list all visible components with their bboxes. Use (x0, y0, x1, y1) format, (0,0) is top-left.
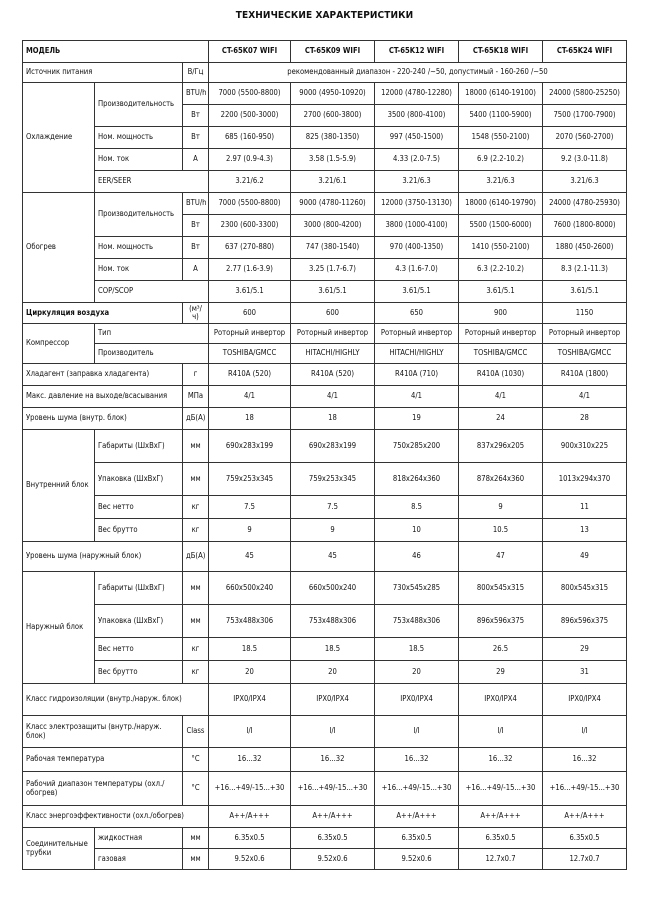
value-cell: 650 (375, 303, 459, 324)
unit-cell: В/Гц (183, 63, 209, 83)
work-range-row (23, 772, 627, 806)
outdoor-dims-row (23, 572, 627, 605)
value-cell: 3.61/5.1 (375, 281, 459, 303)
outdoor-gross-row (23, 661, 627, 684)
value-cell: 12000 (4780-12280) (375, 83, 459, 105)
value-cell: A++/A+++ (459, 806, 543, 828)
value-cell: +16...+49/-15...+30 (291, 772, 375, 806)
value-cell: 16...32 (209, 748, 291, 772)
row-label: Класс гидроизоляции (внутр./наруж. блок) (23, 684, 209, 716)
sub-label: Вес брутто (95, 519, 183, 542)
value-cell: 18.5 (291, 638, 375, 661)
value-cell: 45 (209, 542, 291, 572)
value-cell: +16...+49/-15...+30 (375, 772, 459, 806)
cooling-current-row (23, 149, 627, 171)
value-cell: 9.52x0.6 (375, 849, 459, 870)
sub-label: Тип (95, 324, 209, 344)
value-cell: 690x283x199 (209, 430, 291, 463)
value-cell: 28 (543, 408, 627, 430)
group-label: Внутренний блок (23, 430, 95, 542)
value-cell: 1150 (543, 303, 627, 324)
value-cell: 3800 (1000-4100) (375, 215, 459, 237)
value-cell: 2.77 (1.6-3.9) (209, 259, 291, 281)
value-cell: 896x596x375 (543, 605, 627, 638)
value-cell: 12.7x0.7 (459, 849, 543, 870)
value-cell: 818x264x360 (375, 463, 459, 496)
row-label: Циркуляция воздуха (23, 303, 183, 324)
group-label: Обогрев (23, 193, 95, 303)
value-cell: 753x488x306 (209, 605, 291, 638)
value-cell: 5500 (1500-6000) (459, 215, 543, 237)
row-label: Хладагент (заправка хладагента) (23, 364, 183, 386)
value-cell: 1548 (550-2100) (459, 127, 543, 149)
value-cell: 7500 (1700-7900) (543, 105, 627, 127)
compressor-maker-row (23, 344, 627, 364)
value-cell: 20 (209, 661, 291, 684)
value-cell: 800x545x315 (543, 572, 627, 605)
value-cell: 896x596x375 (459, 605, 543, 638)
value-cell: 997 (450-1500) (375, 127, 459, 149)
value-cell: IPX0/IPX4 (375, 684, 459, 716)
sub-label: Производительность (95, 83, 183, 127)
value-cell: Роторный инвертор (459, 324, 543, 344)
value-cell: 3000 (800-4200) (291, 215, 375, 237)
sub-label: Упаковка (ШхВхГ) (95, 605, 183, 638)
value-cell: 800x545x315 (459, 572, 543, 605)
value-cell: 2070 (560-2700) (543, 127, 627, 149)
value-cell: 637 (270-880) (209, 237, 291, 259)
value-cell: HITACHI/HIGHLY (375, 344, 459, 364)
value-cell: 3.61/5.1 (543, 281, 627, 303)
value-cell: Роторный инвертор (209, 324, 291, 344)
unit-cell: кг (183, 519, 209, 542)
value-cell: R410A (1800) (543, 364, 627, 386)
unit-cell: °C (183, 772, 209, 806)
value-cell: I/I (209, 716, 291, 748)
value-cell: 16...32 (291, 748, 375, 772)
value-cell: IPX0/IPX4 (291, 684, 375, 716)
value-cell: R410A (1030) (459, 364, 543, 386)
row-label: Уровень шума (наружный блок) (23, 542, 183, 572)
model-name: CT-65K07 WIFI (209, 41, 291, 63)
value-cell: 18.5 (209, 638, 291, 661)
value-cell: 47 (459, 542, 543, 572)
unit-cell: мм (183, 849, 209, 870)
sub-label: Габариты (ШхВхГ) (95, 572, 183, 605)
group-label: Компрессор (23, 324, 95, 364)
value-cell: 18000 (6140-19100) (459, 83, 543, 105)
value-cell: 18 (291, 408, 375, 430)
value-cell: 29 (543, 638, 627, 661)
value-cell: 747 (380-1540) (291, 237, 375, 259)
unit-cell: Вт (183, 215, 209, 237)
sub-label: Габариты (ШхВхГ) (95, 430, 183, 463)
value-cell: 9.2 (3.0-11.8) (543, 149, 627, 171)
sub-label: Ном. ток (95, 149, 183, 171)
row-label: Уровень шума (внутр. блок) (23, 408, 183, 430)
unit-cell: дБ(А) (183, 408, 209, 430)
value-cell: 2700 (600-3800) (291, 105, 375, 127)
value-cell: 18 (209, 408, 291, 430)
value-cell: 4.33 (2.0-7.5) (375, 149, 459, 171)
value-cell: 6.35x0.5 (375, 828, 459, 849)
value-cell: 6.35x0.5 (543, 828, 627, 849)
power-row (23, 63, 627, 83)
noise-outdoor-row (23, 542, 627, 572)
cooling-btu-row (23, 83, 627, 105)
value-cell: 3.61/5.1 (209, 281, 291, 303)
value-cell: 3.61/5.1 (459, 281, 543, 303)
value-cell: R410A (520) (291, 364, 375, 386)
unit-cell: мм (183, 430, 209, 463)
value-cell: 6.35x0.5 (291, 828, 375, 849)
heating-cop-row (23, 281, 627, 303)
value-cell: 9000 (4780-11260) (291, 193, 375, 215)
value-cell: 4/1 (209, 386, 291, 408)
value-cell: 600 (291, 303, 375, 324)
unit-cell: кг (183, 496, 209, 519)
unit-cell: A (183, 149, 209, 171)
value-cell: TOSHIBA/GMCC (543, 344, 627, 364)
sub-label: Вес нетто (95, 496, 183, 519)
value-cell: 3.58 (1.5-5.9) (291, 149, 375, 171)
value-cell: 20 (291, 661, 375, 684)
value-cell: 600 (209, 303, 291, 324)
value-cell: 878x264x360 (459, 463, 543, 496)
value-cell: 8.5 (375, 496, 459, 519)
cooling-power-row (23, 127, 627, 149)
value-cell: +16...+49/-15...+30 (459, 772, 543, 806)
value-cell: 690x283x199 (291, 430, 375, 463)
value-cell: 753x488x306 (375, 605, 459, 638)
value-cell: 6.35x0.5 (209, 828, 291, 849)
unit-cell: Вт (183, 105, 209, 127)
value-cell: +16...+49/-15...+30 (543, 772, 627, 806)
value-cell: 29 (459, 661, 543, 684)
value-cell: R410A (520) (209, 364, 291, 386)
value-cell: 660x500x240 (291, 572, 375, 605)
value-cell: 759x253x345 (209, 463, 291, 496)
value-cell: IPX0/IPX4 (209, 684, 291, 716)
row-label: Источник питания (23, 63, 183, 83)
value-cell: 753x488x306 (291, 605, 375, 638)
value-cell: 9 (209, 519, 291, 542)
value-cell: Роторный инвертор (375, 324, 459, 344)
unit-cell: Class (183, 716, 209, 748)
heating-btu-row (23, 193, 627, 215)
value-cell: 12000 (3750-13130) (375, 193, 459, 215)
energy-class-row (23, 806, 627, 828)
value-cell: 7000 (5500-8800) (209, 83, 291, 105)
value-cell: 7.5 (209, 496, 291, 519)
elec-class-row (23, 716, 627, 748)
value-cell: A++/A+++ (375, 806, 459, 828)
value-cell: 900x310x225 (543, 430, 627, 463)
value-cell: 16...32 (375, 748, 459, 772)
value-cell: I/I (459, 716, 543, 748)
work-temp-row (23, 748, 627, 772)
unit-cell: г (183, 364, 209, 386)
unit-cell: мм (183, 828, 209, 849)
unit-cell: °C (183, 748, 209, 772)
value-cell: 10 (375, 519, 459, 542)
sub-label: жидкостная (95, 828, 183, 849)
value-cell: 46 (375, 542, 459, 572)
value-cell: 1013x294x370 (543, 463, 627, 496)
pipes-liquid-row (23, 828, 627, 849)
header-row (23, 41, 627, 63)
value-cell: 9.52x0.6 (209, 849, 291, 870)
model-name: CT-65K24 WIFI (543, 41, 627, 63)
unit-cell: (м³/ч) (183, 303, 209, 324)
value-cell: 3.25 (1.7-6.7) (291, 259, 375, 281)
sub-label: EER/SEER (95, 171, 209, 193)
unit-cell: мм (183, 605, 209, 638)
value-cell: 3.21/6.3 (543, 171, 627, 193)
value-cell: 5400 (1100-5900) (459, 105, 543, 127)
sub-label: Вес нетто (95, 638, 183, 661)
noise-indoor-row (23, 408, 627, 430)
page-title: ТЕХНИЧЕСКИЕ ХАРАКТЕРИСТИКИ (235, 10, 414, 21)
value-cell: 6.3 (2.2-10.2) (459, 259, 543, 281)
value-cell: HITACHI/HIGHLY (291, 344, 375, 364)
value-cell: 7.5 (291, 496, 375, 519)
indoor-gross-row (23, 519, 627, 542)
sub-label: Ном. мощность (95, 127, 183, 149)
value-cell: 2200 (500-3000) (209, 105, 291, 127)
value-cell: I/I (543, 716, 627, 748)
value-cell: 1410 (550-2100) (459, 237, 543, 259)
value-cell: 730x545x285 (375, 572, 459, 605)
value-cell: A++/A+++ (291, 806, 375, 828)
value-cell: 16...32 (543, 748, 627, 772)
value-cell: TOSHIBA/GMCC (459, 344, 543, 364)
value-cell: 20 (375, 661, 459, 684)
value-cell: 4/1 (543, 386, 627, 408)
row-label: Класс электрозащиты (внутр./наруж. блок) (23, 716, 183, 748)
unit-cell: мм (183, 572, 209, 605)
indoor-dims-row (23, 430, 627, 463)
unit-cell: A (183, 259, 209, 281)
power-value: рекомендованный диапазон - 220-240 /~50, допустимый - 160-260 /~50 (209, 63, 627, 83)
value-cell: 13 (543, 519, 627, 542)
row-label: Макс. давление на выходе/всасывания (23, 386, 183, 408)
value-cell: 4/1 (459, 386, 543, 408)
value-cell: 9 (291, 519, 375, 542)
value-cell: 16...32 (459, 748, 543, 772)
value-cell: IPX0/IPX4 (543, 684, 627, 716)
unit-cell: дБ(А) (183, 542, 209, 572)
heating-power-row (23, 237, 627, 259)
value-cell: 825 (380-1350) (291, 127, 375, 149)
airflow-row (23, 303, 627, 324)
pipes-gas-row (23, 849, 627, 870)
cooling-eer-row (23, 171, 627, 193)
value-cell: 4/1 (375, 386, 459, 408)
spec-table (22, 40, 627, 870)
value-cell: 6.35x0.5 (459, 828, 543, 849)
value-cell: 4/1 (291, 386, 375, 408)
value-cell: 750x285x200 (375, 430, 459, 463)
value-cell: 9000 (4950-10920) (291, 83, 375, 105)
unit-cell: Вт (183, 237, 209, 259)
row-label: Класс энергоэффективности (охл./обогрев) (23, 806, 209, 828)
value-cell: 49 (543, 542, 627, 572)
value-cell: 7600 (1800-8000) (543, 215, 627, 237)
value-cell: 11 (543, 496, 627, 519)
value-cell: 2300 (600-3300) (209, 215, 291, 237)
value-cell: Роторный инвертор (291, 324, 375, 344)
value-cell: 6.9 (2.2-10.2) (459, 149, 543, 171)
refrigerant-row (23, 364, 627, 386)
value-cell: 3.61/5.1 (291, 281, 375, 303)
heating-current-row (23, 259, 627, 281)
outdoor-net-row (23, 638, 627, 661)
value-cell: 24 (459, 408, 543, 430)
value-cell: 26.5 (459, 638, 543, 661)
unit-cell: кг (183, 638, 209, 661)
value-cell: 8.3 (2.1-11.3) (543, 259, 627, 281)
unit-cell: BTU/h (183, 193, 209, 215)
sub-label: Ном. мощность (95, 237, 183, 259)
value-cell: 837x296x205 (459, 430, 543, 463)
value-cell: 3.21/6.2 (209, 171, 291, 193)
value-cell: 3.21/6.1 (291, 171, 375, 193)
model-name: CT-65K09 WIFI (291, 41, 375, 63)
value-cell: 2.97 (0.9-4.3) (209, 149, 291, 171)
value-cell: 10.5 (459, 519, 543, 542)
unit-cell: BTU/h (183, 83, 209, 105)
model-name: CT-65K18 WIFI (459, 41, 543, 63)
value-cell: 660x500x240 (209, 572, 291, 605)
value-cell: 4.3 (1.6-7.0) (375, 259, 459, 281)
indoor-pack-row (23, 463, 627, 496)
pressure-row (23, 386, 627, 408)
value-cell: IPX0/IPX4 (459, 684, 543, 716)
value-cell: 19 (375, 408, 459, 430)
sub-label: Вес брутто (95, 661, 183, 684)
group-label: Соединительные трубки (23, 828, 95, 870)
value-cell: 970 (400-1350) (375, 237, 459, 259)
value-cell: 1880 (450-2600) (543, 237, 627, 259)
sub-label: Производительность (95, 193, 183, 237)
sub-label: Ном. ток (95, 259, 183, 281)
value-cell: +16...+49/-15...+30 (209, 772, 291, 806)
row-label: Рабочий диапазон температуры (охл./обогрев) (23, 772, 183, 806)
value-cell: 18000 (6140-19790) (459, 193, 543, 215)
value-cell: 900 (459, 303, 543, 324)
value-cell: 18.5 (375, 638, 459, 661)
sub-label: газовая (95, 849, 183, 870)
unit-cell: Вт (183, 127, 209, 149)
value-cell: A++/A+++ (209, 806, 291, 828)
value-cell: 9 (459, 496, 543, 519)
value-cell: 24000 (5800-25250) (543, 83, 627, 105)
value-cell: 759x253x345 (291, 463, 375, 496)
value-cell: 7000 (5500-8800) (209, 193, 291, 215)
value-cell: 3.21/6.3 (375, 171, 459, 193)
sub-label: Производитель (95, 344, 209, 364)
value-cell: 12.7x0.7 (543, 849, 627, 870)
value-cell: 9.52x0.6 (291, 849, 375, 870)
unit-cell: кг (183, 661, 209, 684)
value-cell: R410A (710) (375, 364, 459, 386)
value-cell: A++/A+++ (543, 806, 627, 828)
value-cell: I/I (291, 716, 375, 748)
ip-class-row (23, 684, 627, 716)
model-label: МОДЕЛЬ (23, 41, 209, 63)
unit-cell: МПа (183, 386, 209, 408)
value-cell: 685 (160-950) (209, 127, 291, 149)
value-cell: 3500 (800-4100) (375, 105, 459, 127)
row-label: Рабочая температура (23, 748, 183, 772)
unit-cell: мм (183, 463, 209, 496)
value-cell: 45 (291, 542, 375, 572)
value-cell: TOSHIBA/GMCC (209, 344, 291, 364)
value-cell: Роторный инвертор (543, 324, 627, 344)
group-label: Наружный блок (23, 572, 95, 684)
sub-label: Упаковка (ШхВхГ) (95, 463, 183, 496)
model-name: CT-65K12 WIFI (375, 41, 459, 63)
outdoor-pack-row (23, 605, 627, 638)
value-cell: 3.21/6.3 (459, 171, 543, 193)
value-cell: I/I (375, 716, 459, 748)
value-cell: 24000 (4780-25930) (543, 193, 627, 215)
value-cell: 31 (543, 661, 627, 684)
sub-label: COP/SCOP (95, 281, 209, 303)
indoor-net-row (23, 496, 627, 519)
group-label: Охлаждение (23, 83, 95, 193)
compressor-type-row (23, 324, 627, 344)
